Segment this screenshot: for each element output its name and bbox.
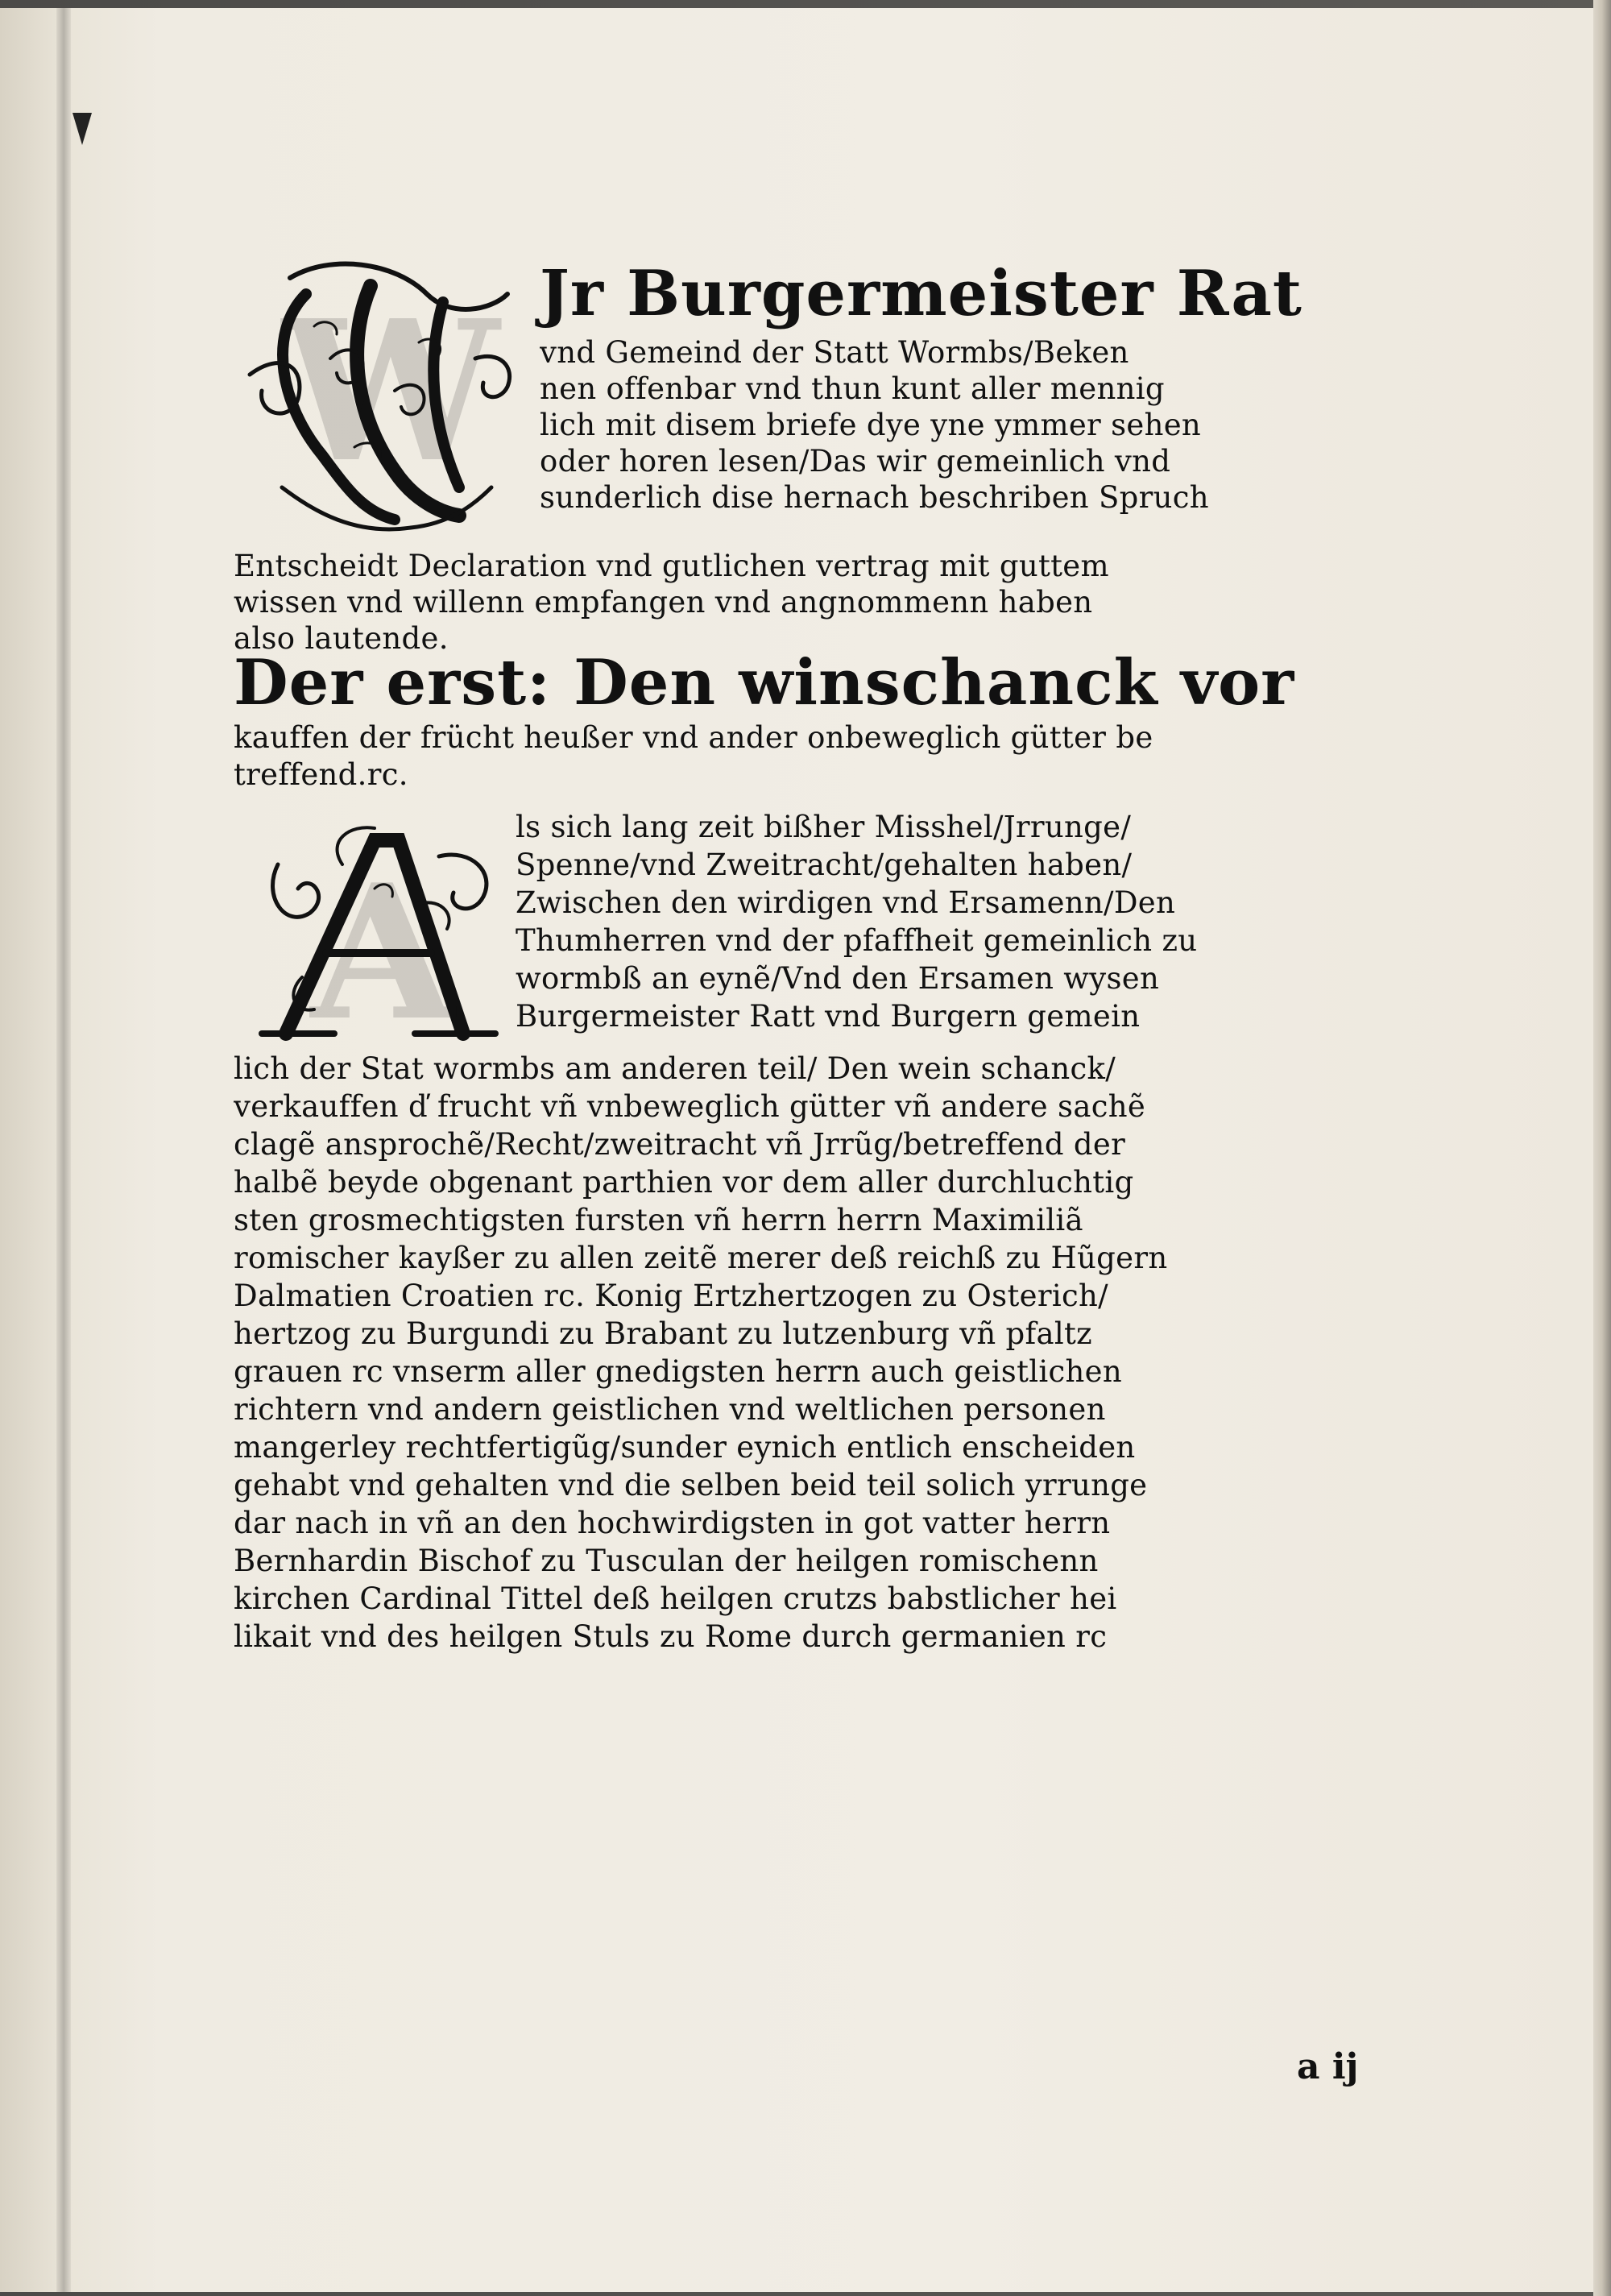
document-title: Jr Burgermeister Rat	[540, 257, 1302, 330]
text-line: gehabt vnd gehalten vnd die selben beid teil solich yrrunge	[234, 1468, 1148, 1502]
text-line: likait vnd des heilgen Stuls zu Rome durch germanien rc	[234, 1619, 1108, 1654]
text-line: nen offenbar vnd thun kunt aller mennig	[540, 371, 1165, 406]
text-line: Entscheidt Declaration vnd gutlichen vertrag mit guttem	[234, 549, 1109, 583]
text-line: sten grosmechtigsten fursten vñ herrn herrn Maximiliã	[234, 1203, 1083, 1237]
signature-mark: a ij	[1297, 2046, 1359, 2087]
section-heading: Der erst: Den winschanck vor	[234, 646, 1295, 719]
text-line: kauffen der frücht heußer vnd ander onbeweglich gütter be	[234, 720, 1153, 755]
body-indented-lines	[516, 808, 1329, 1035]
text-line: Dalmatien Croatien rc. Konig Ertzhertzogen zu Osterich/	[234, 1279, 1108, 1313]
initial-w-letter: W	[282, 278, 499, 505]
document-text	[234, 246, 1359, 2087]
text-line: clagẽ ansprochẽ/Recht/zweitracht vñ Jrrũg/betreffend der	[234, 1127, 1126, 1162]
text-line: ls sich lang zeit bißher Misshel/Jrrunge/	[516, 810, 1132, 844]
body-full-lines	[234, 1050, 1329, 1656]
text-line: mangerley rechtfertigũg/sunder eynich entlich enscheiden	[234, 1430, 1136, 1465]
text-line: Thumherren vnd der pfaffheit gemeinlich zu	[516, 923, 1198, 958]
page-edge	[1593, 0, 1611, 2296]
text-line: vnd Gemeind der Statt Wormbs/Beken	[540, 335, 1129, 370]
text-line: kirchen Cardinal Tittel deß heilgen crutzs babstlicher hei	[234, 1581, 1117, 1616]
text-line: grauen rc vnserm aller gnedigsten herrn auch geistlichen	[234, 1354, 1123, 1389]
section-subheading	[234, 719, 1321, 794]
text-line: hertzog zu Burgundi zu Brabant zu lutzenburg vñ pfaltz	[234, 1316, 1092, 1351]
body-block	[234, 808, 1321, 1791]
text-line: wissen vnd willenn empfangen vnd angnommenn haben	[234, 585, 1093, 620]
binding-gutter	[56, 8, 71, 2292]
initial-a-letter: A	[310, 844, 455, 1050]
decorated-initial-w	[234, 246, 524, 552]
opening-indented-lines	[540, 334, 1329, 516]
decorated-initial-a	[254, 816, 511, 1050]
text-line: treffend.rc.	[234, 757, 408, 792]
text-line: Spenne/vnd Zweitracht/gehalten haben/	[516, 848, 1133, 882]
text-line: romischer kayßer zu allen zeitẽ merer deß reichß zu Hũgern	[234, 1241, 1168, 1275]
text-line: dar nach in vñ an den hochwirdigsten in got vatter herrn	[234, 1506, 1111, 1540]
opening-full-lines	[234, 548, 1329, 657]
text-line: Zwischen den wirdigen vnd Ersamenn/Den	[516, 885, 1176, 920]
text-line: wormbß an eynẽ/Vnd den Ersamen wysen	[516, 961, 1160, 996]
text-line: lich mit disem briefe dye yne ymmer sehen	[540, 408, 1202, 442]
text-line: Bernhardin Bischof zu Tusculan der heilgen romischenn	[234, 1544, 1099, 1578]
text-line: richtern vnd andern geistlichen vnd weltlichen personen	[234, 1392, 1106, 1427]
text-line: oder horen lesen/Das wir gemeinlich vnd	[540, 444, 1171, 479]
text-line: sunderlich dise hernach beschriben Spruch	[540, 480, 1209, 515]
opening-block	[234, 246, 1321, 656]
text-line: halbẽ beyde obgenant parthien vor dem aller durchluchtig	[234, 1165, 1134, 1200]
text-line: lich der Stat wormbs am anderen teil/ Den wein schanck/	[234, 1051, 1116, 1086]
fold-mark	[72, 113, 92, 145]
text-line: Burgermeister Ratt vnd Burgern gemein	[516, 999, 1141, 1034]
text-line: also lautende.	[234, 621, 449, 656]
text-line: verkauffen ď frucht vñ vnbeweglich gütter vñ andere sachẽ	[234, 1089, 1146, 1124]
